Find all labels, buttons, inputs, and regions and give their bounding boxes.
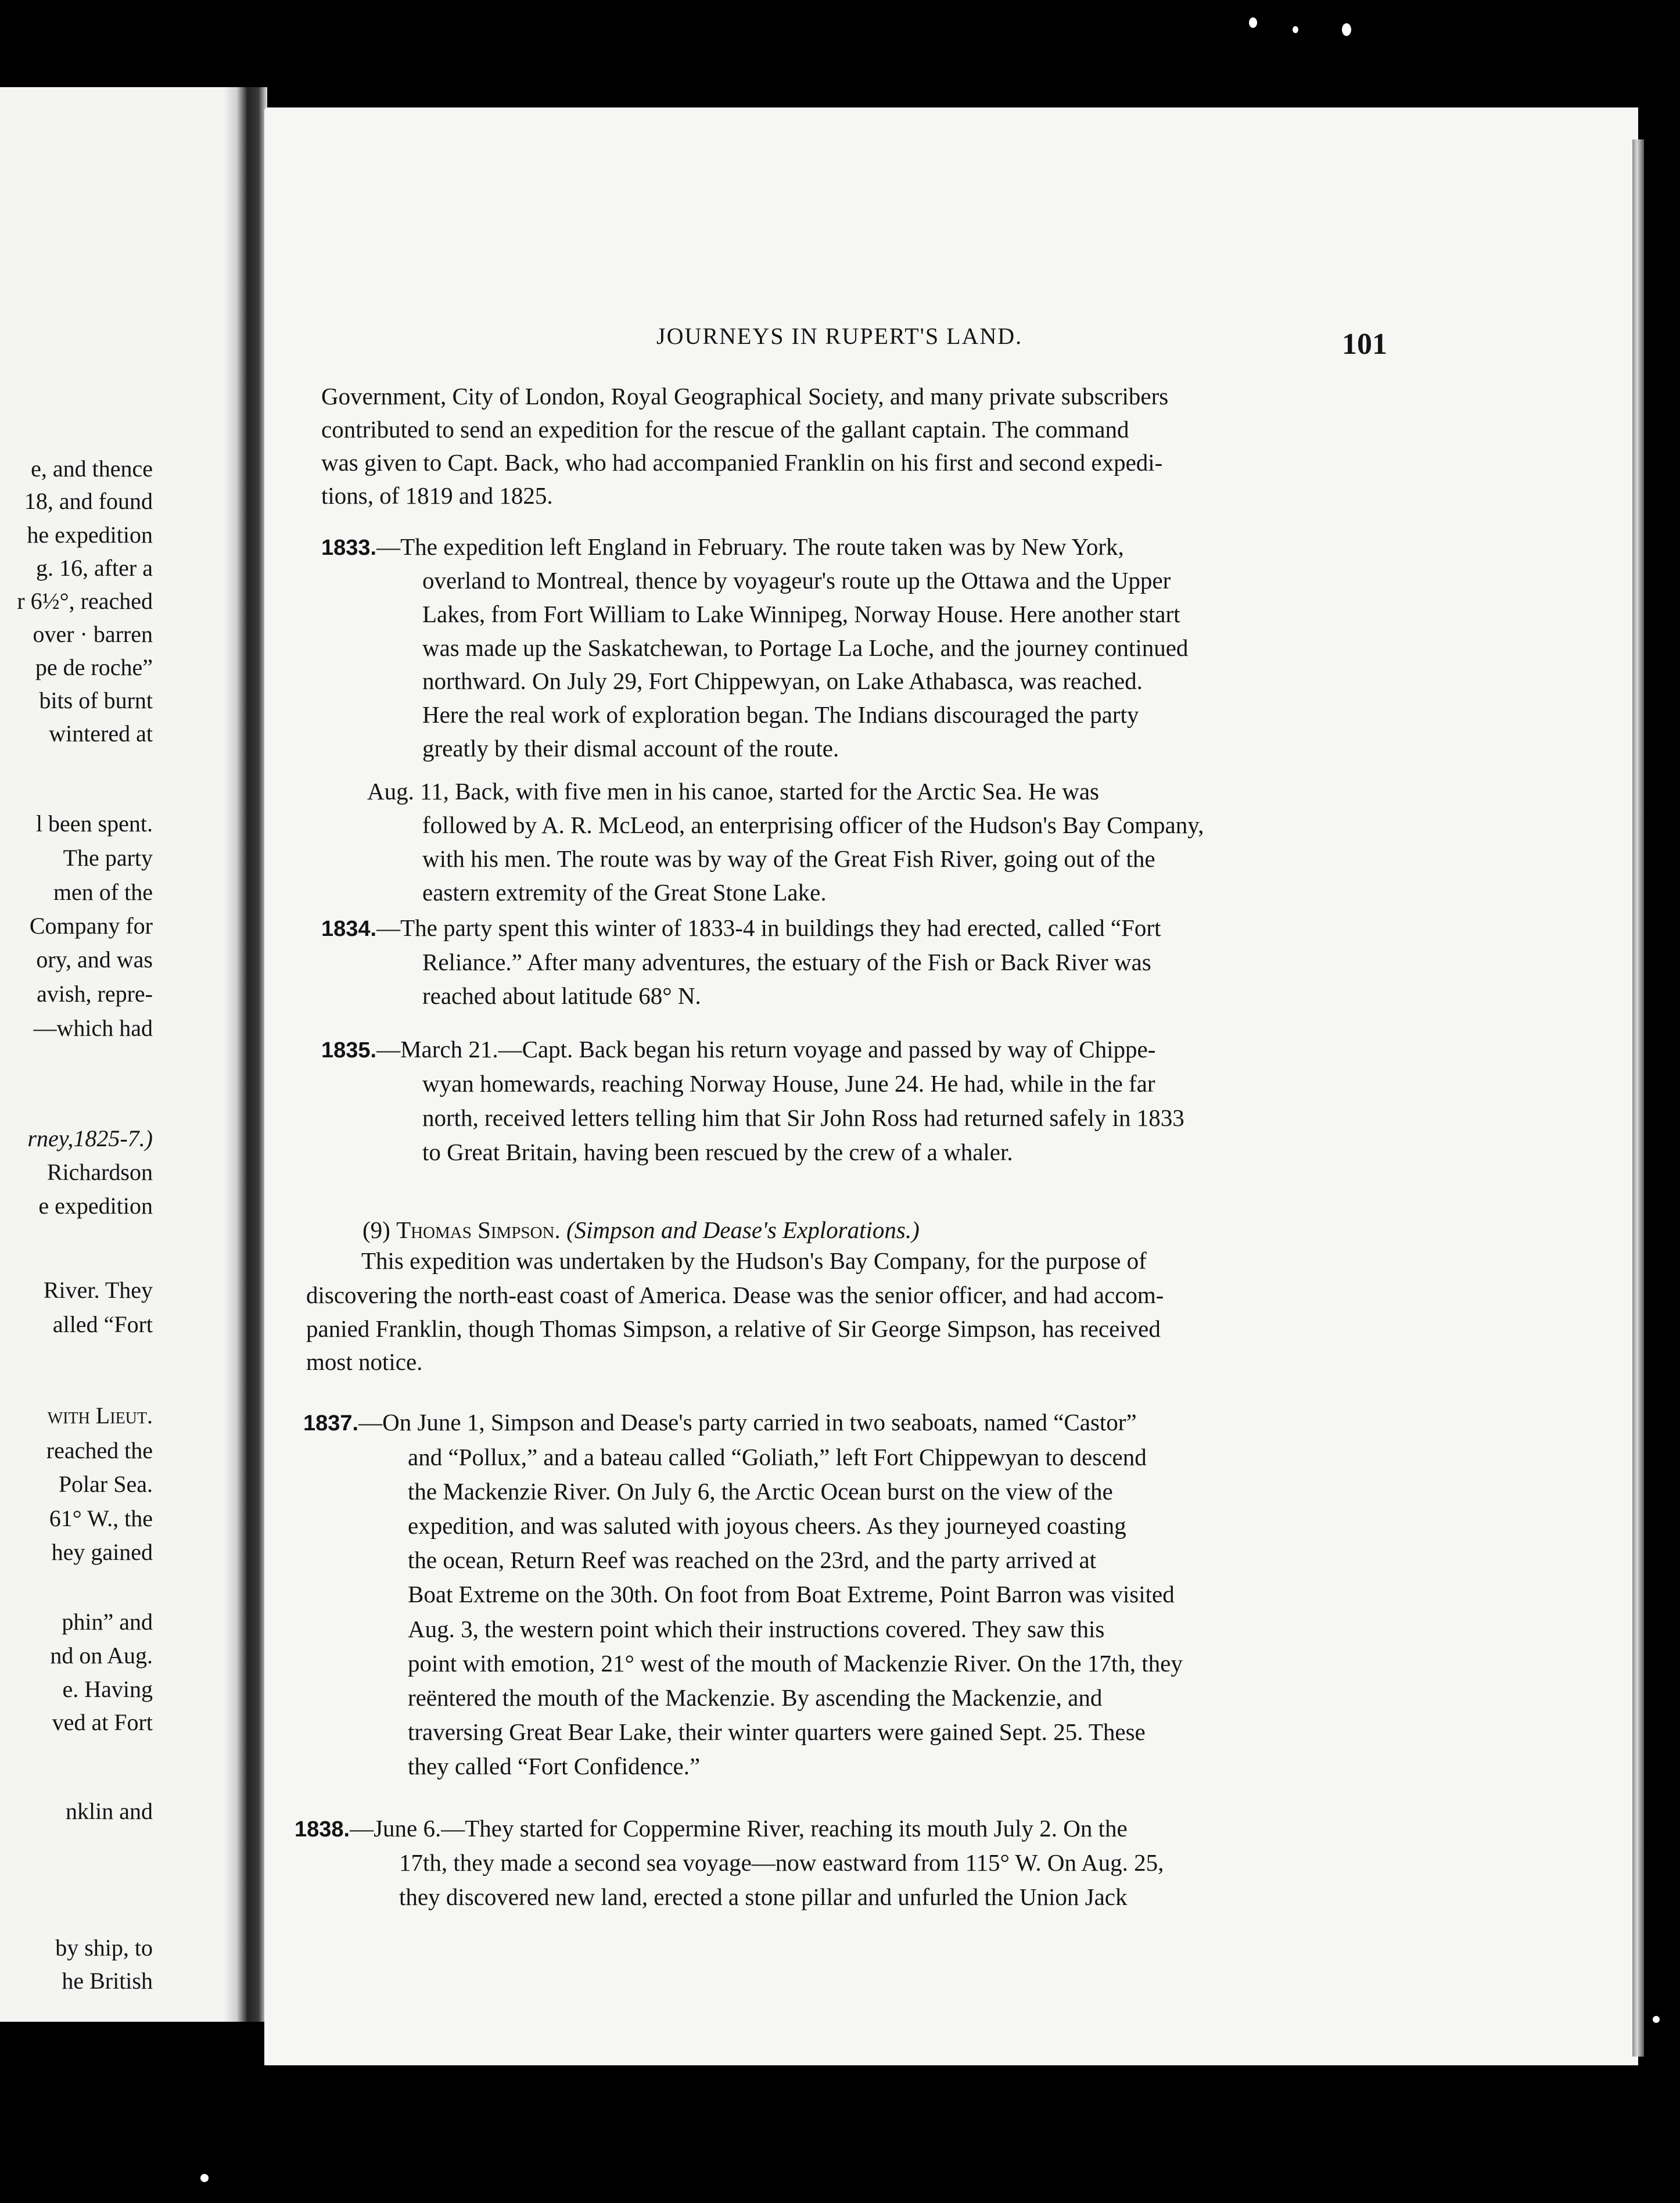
entry-1838-line: 17th, they made a second sea voyage—now eastward from 115° W. On Aug. 25, xyxy=(399,1849,1164,1876)
left-page-line: e, and thence xyxy=(31,455,153,482)
left-page-line: Company for xyxy=(29,913,153,939)
left-page-line: by ship, to xyxy=(55,1935,153,1961)
left-page-line: nd on Aug. xyxy=(50,1642,153,1669)
left-page-line: Richardson xyxy=(46,1159,153,1185)
entry-1837-line: the Mackenzie River. On July 6, the Arctic Ocean burst on the view of the xyxy=(408,1478,1113,1505)
left-page-line: l been spent. xyxy=(35,810,153,837)
entry-1833-text: —The expedition left England in February. The route taken was by New York, xyxy=(376,533,1124,560)
entry-1835-text: —March 21.—Capt. Back began his return voyage and passed by way of Chippe- xyxy=(376,1036,1156,1063)
entry-1835-line: to Great Britain, having been rescued by the crew of a whaler. xyxy=(422,1139,1013,1165)
entry-1833-first-line xyxy=(321,535,1124,559)
entry-1837-line: Boat Extreme on the 30th. On foot from Boat Extreme, Point Barron was visited xyxy=(408,1581,1175,1608)
section-9-line: This expedition was undertaken by the Hudson's Bay Company, for the purpose of xyxy=(361,1247,1147,1274)
year-1833: 1833. xyxy=(321,536,377,560)
intro-line: contributed to send an expedition for the rescue of the gallant captain. The command xyxy=(321,416,1129,443)
left-page-line: nklin and xyxy=(66,1798,153,1824)
entry-1837-line: expedition, and was saluted with joyous cheers. As they journeyed coasting xyxy=(408,1512,1126,1539)
entry-1835-first-line xyxy=(321,1038,1155,1061)
scan-speck xyxy=(200,2174,209,2182)
entry-1833-line: Here the real work of exploration began. The Indians discouraged the party xyxy=(422,701,1139,728)
entry-1838-first-line xyxy=(295,1817,1128,1840)
left-page-line xyxy=(48,1404,153,1427)
intro-line: was given to Capt. Back, who had accompanied Franklin on his first and second expedi- xyxy=(321,449,1163,476)
left-facing-page xyxy=(0,87,224,2022)
left-page-line: phin” and xyxy=(62,1609,153,1635)
left-page-line: pe de roche” xyxy=(35,654,153,680)
left-page-line: River. They xyxy=(43,1277,153,1303)
entry-1833-line: Lakes, from Fort William to Lake Winnipeg, Norway House. Here another start xyxy=(422,601,1180,627)
left-page-line: 61° W., the xyxy=(49,1505,153,1531)
entry-1833-line: greatly by their dismal account of the route. xyxy=(422,735,839,762)
entry-1833-aug-line: with his men. The route was by way of the Great Fish River, going out of the xyxy=(422,845,1155,872)
entry-1837-line: point with emotion, 21° west of the mouth of Mackenzie River. On the 17th, they xyxy=(408,1650,1183,1677)
left-page-line: wintered at xyxy=(49,720,153,747)
year-1834: 1834. xyxy=(321,917,377,941)
left-page-line: 18, and found xyxy=(24,488,153,514)
section-9-number: (9) xyxy=(362,1217,390,1243)
entry-1838-text: —June 6.—They started for Coppermine River, reaching its mouth July 2. On the xyxy=(350,1815,1128,1842)
entry-1838-line: they discovered new land, erected a stone pillar and unfurled the Union Jack xyxy=(399,1883,1128,1910)
section-9-line: discovering the north-east coast of America. Dease was the senior officer, and had accom- xyxy=(306,1282,1164,1308)
left-page-line: The party xyxy=(63,845,153,871)
intro-line: tions, of 1819 and 1825. xyxy=(321,482,553,509)
left-page-italic-text: rney,1825-7.) xyxy=(27,1125,153,1151)
entry-1834-text: —The party spent this winter of 1833-4 in buildings they had erected, called “Fort xyxy=(376,914,1161,941)
book-gutter xyxy=(224,87,267,2022)
left-page-line: he expedition xyxy=(27,522,153,548)
left-page-small-caps: with Lieut. xyxy=(47,1402,153,1429)
entry-1833-line: northward. On July 29, Fort Chippewyan, on Lake Athabasca, was reached. xyxy=(422,668,1143,694)
section-9-line: most notice. xyxy=(306,1348,423,1375)
entry-1837-line: and “Pollux,” and a bateau called “Goliath,” left Fort Chippewyan to descend xyxy=(408,1444,1147,1470)
entry-1833-aug-line: eastern extremity of the Great Stone Lake. xyxy=(422,879,827,906)
left-page-line: men of the xyxy=(53,879,153,905)
section-9-heading xyxy=(362,1218,920,1242)
entry-1833-aug-line: Aug. 11, Back, with five men in his canoe, started for the Arctic Sea. He was xyxy=(367,778,1100,805)
entry-1833-line: overland to Montreal, thence by voyageur's route up the Ottawa and the Upper xyxy=(422,567,1171,594)
left-page-line: ved at Fort xyxy=(52,1709,153,1735)
entry-1837-line: Aug. 3, the western point which their instructions covered. They saw this xyxy=(408,1616,1105,1642)
section-9-name: Thomas Simpson. xyxy=(396,1217,561,1243)
left-page-line: bits of burnt xyxy=(39,687,153,713)
left-page-line: he British xyxy=(62,1968,153,1994)
entry-1837-line: reëntered the mouth of the Mackenzie. By ascending the Mackenzie, and xyxy=(408,1684,1103,1711)
entry-1833-aug-line: followed by A. R. McLeod, an enterprising officer of the Hudson's Bay Company, xyxy=(422,812,1204,838)
left-page-line: over · barren xyxy=(33,621,153,647)
entry-1834-line: Reliance.” After many adventures, the estuary of the Fish or Back River was xyxy=(422,949,1151,975)
entry-1833-line: was made up the Saskatchewan, to Portage La Loche, and the journey continued xyxy=(422,634,1189,661)
entry-1835-line: wyan homewards, reaching Norway House, June 24. He had, while in the far xyxy=(422,1070,1155,1097)
entry-1834-line: reached about latitude 68° N. xyxy=(422,982,701,1009)
page-number: 101 xyxy=(1342,328,1387,361)
entry-1835-line: north, received letters telling him that Sir John Ross had returned safely in 1833 xyxy=(422,1104,1184,1131)
year-1837: 1837. xyxy=(303,1411,359,1436)
scan-speck xyxy=(1249,17,1257,28)
running-header: JOURNEYS IN RUPERT'S LAND. xyxy=(656,323,1023,349)
left-page-line: Polar Sea. xyxy=(58,1471,153,1497)
section-9-line: panied Franklin, though Thomas Simpson, a relative of Sir George Simpson, has received xyxy=(306,1315,1161,1342)
page-edge xyxy=(1632,139,1644,2057)
left-page-line: r 6½°, reached xyxy=(17,588,153,614)
entry-1837-line: traversing Great Bear Lake, their winter quarters were gained Sept. 25. These xyxy=(408,1718,1146,1745)
section-9-subtitle: (Simpson and Dease's Explorations.) xyxy=(566,1217,920,1243)
left-page-line: reached the xyxy=(46,1437,153,1463)
entry-1834-first-line xyxy=(321,916,1161,940)
left-page-line: hey gained xyxy=(51,1539,153,1565)
left-page-line xyxy=(27,1127,153,1150)
left-page-line: —which had xyxy=(33,1015,153,1041)
year-1835: 1835. xyxy=(321,1038,377,1063)
entry-1837-first-line xyxy=(303,1411,1137,1434)
entry-1837-line: they called “Fort Confidence.” xyxy=(408,1753,701,1779)
left-page-line: ory, and was xyxy=(36,946,153,973)
left-page-line: e expedition xyxy=(38,1193,153,1219)
scan-speck xyxy=(1293,26,1298,33)
year-1838: 1838. xyxy=(295,1817,350,1842)
intro-line: Government, City of London, Royal Geographical Society, and many private subscribers xyxy=(321,383,1169,410)
left-page-line: g. 16, after a xyxy=(35,555,153,581)
left-page-line: avish, repre- xyxy=(37,981,153,1007)
left-page-line: alled “Fort xyxy=(52,1311,153,1337)
scan-speck xyxy=(1342,23,1351,36)
left-page-line: e. Having xyxy=(62,1676,153,1702)
entry-1837-text: —On June 1, Simpson and Dease's party carried in two seaboats, named “Castor” xyxy=(358,1409,1137,1436)
scan-speck xyxy=(1653,2016,1660,2023)
entry-1837-line: the ocean, Return Reef was reached on the 23rd, and the party arrived at xyxy=(408,1547,1097,1573)
